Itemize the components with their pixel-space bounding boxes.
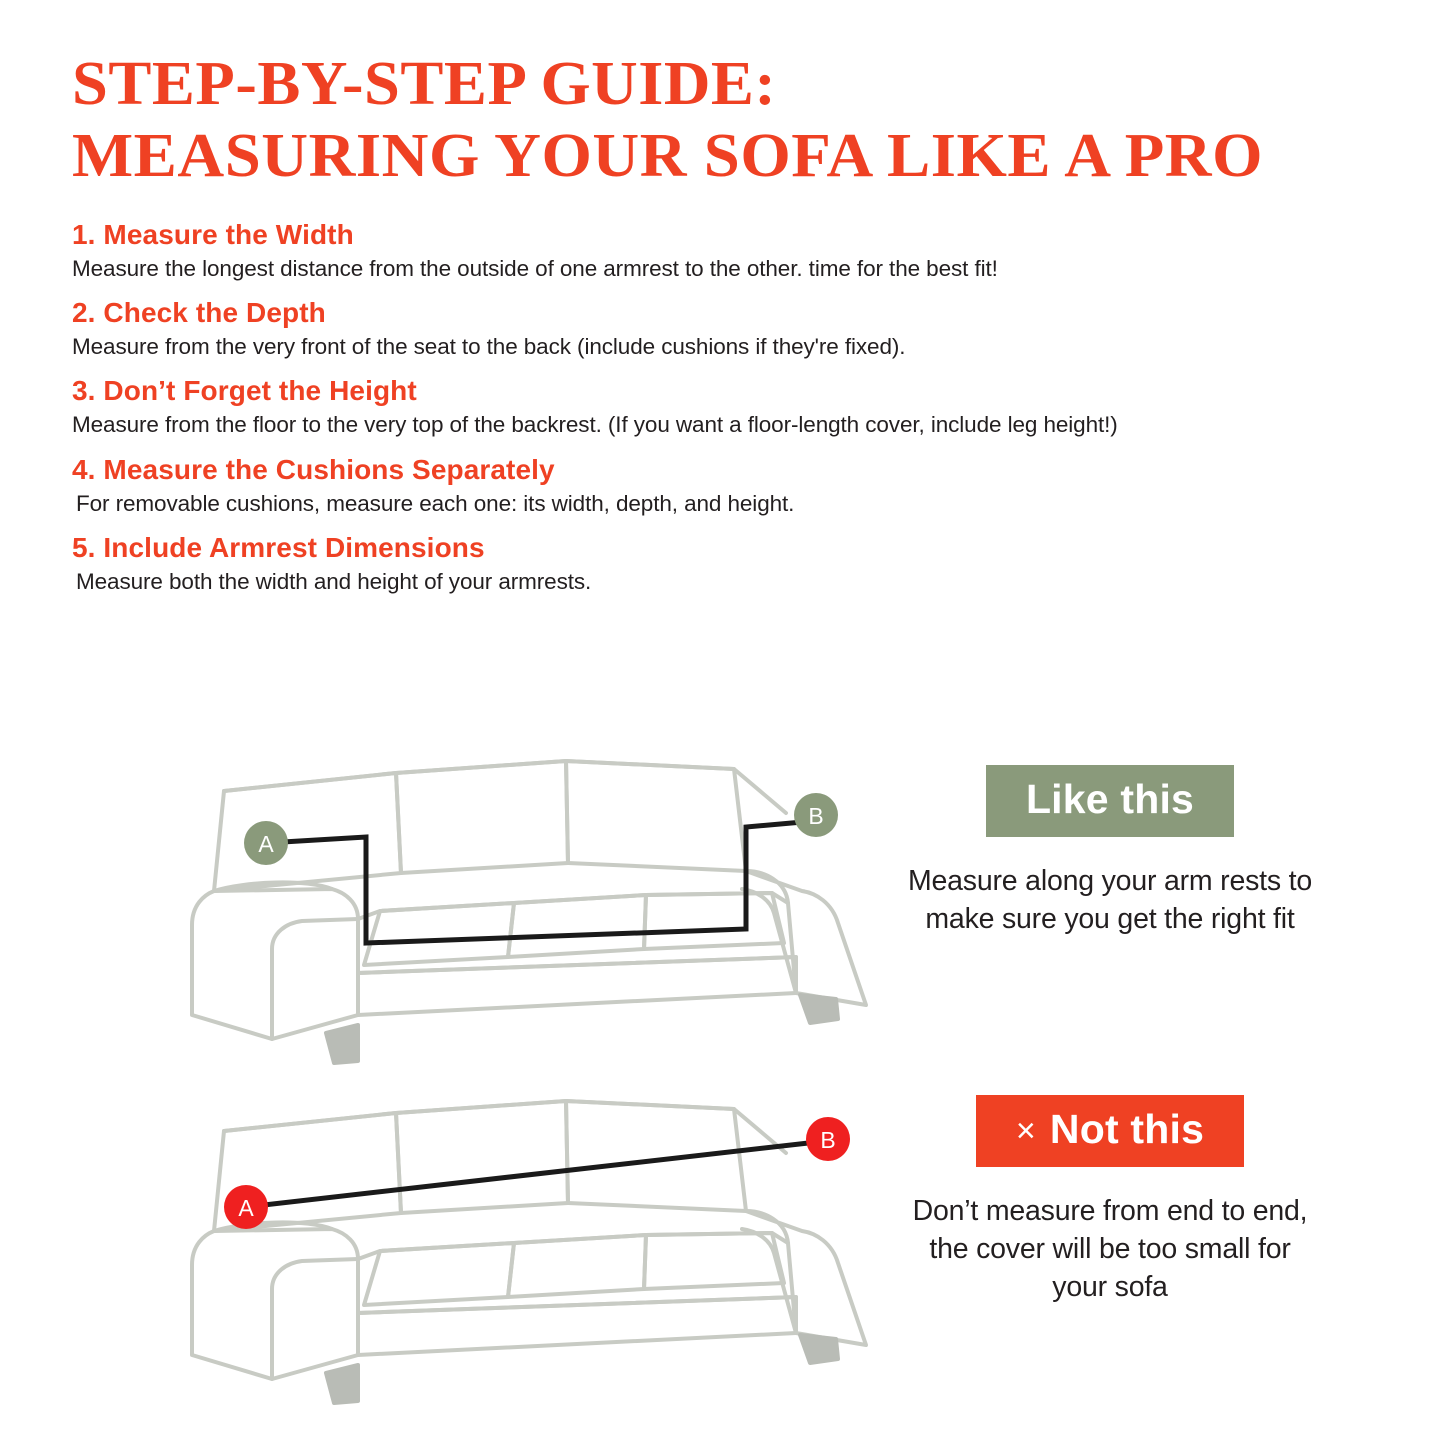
step-2-heading: 2. Check the Depth bbox=[72, 297, 326, 329]
step-item-3 bbox=[72, 375, 1387, 439]
step-3-body: Measure from the floor to the very top of the backrest. (If you want a floor-length cover, include leg height!) bbox=[72, 412, 1118, 438]
sofa-diagram-correct bbox=[96, 743, 886, 1073]
marker-a-incorrect bbox=[224, 1185, 268, 1229]
step-item-4 bbox=[72, 454, 1387, 518]
steps-list bbox=[0, 219, 1445, 596]
badge-not-this bbox=[976, 1095, 1244, 1167]
callout-not-this-text: Don’t measure from end to end, the cover will be too small for your sofa bbox=[912, 1195, 1308, 1303]
step-3-heading: 3. Don’t Forget the Height bbox=[72, 375, 417, 407]
page-title bbox=[0, 0, 1445, 189]
svg-text:A: A bbox=[258, 831, 274, 857]
marker-b-incorrect bbox=[806, 1117, 850, 1161]
sofa-illustration-correct bbox=[96, 743, 886, 1073]
step-5-body: Measure both the width and height of your armrests. bbox=[76, 568, 592, 594]
badge-like-this bbox=[986, 765, 1234, 837]
sofa-illustration-incorrect bbox=[96, 1083, 886, 1413]
step-1-heading: 1. Measure the Width bbox=[72, 218, 354, 250]
step-1-body: Measure the longest distance from the outside of one armrest to the other. time for the best fit! bbox=[72, 255, 998, 281]
step-item-2 bbox=[72, 297, 1387, 361]
svg-text:A: A bbox=[238, 1195, 254, 1221]
svg-text:B: B bbox=[808, 803, 824, 829]
step-4-heading: 4. Measure the Cushions Separately bbox=[72, 453, 555, 485]
badge-like-this-label: Like this bbox=[1025, 776, 1195, 822]
callout-like-this-text: Measure along your arm rests to make sure you get the right fit bbox=[907, 865, 1313, 935]
marker-a-correct bbox=[244, 821, 288, 865]
close-icon: × bbox=[1015, 1111, 1036, 1150]
callout-like-this bbox=[900, 765, 1320, 939]
step-5-heading: 5. Include Armrest Dimensions bbox=[72, 531, 485, 563]
step-2-body: Measure from the very front of the seat to the back (include cushions if they're fixed). bbox=[72, 334, 906, 360]
step-4-body: For removable cushions, measure each one: its width, depth, and height. bbox=[76, 490, 795, 516]
step-item-1 bbox=[72, 219, 1387, 283]
title-line-2: MEASURING YOUR SOFA LIKE A PRO bbox=[72, 122, 1264, 191]
callout-not-this bbox=[900, 1095, 1320, 1307]
marker-b-correct bbox=[794, 793, 838, 837]
measure-path-incorrect bbox=[246, 1141, 826, 1207]
title-line-1: STEP-BY-STEP GUIDE: bbox=[72, 50, 777, 118]
sofa-diagram-incorrect bbox=[96, 1083, 886, 1413]
measure-path-correct bbox=[266, 821, 814, 943]
diagram-section bbox=[0, 725, 1445, 1445]
step-item-5 bbox=[72, 532, 1387, 596]
svg-text:B: B bbox=[820, 1127, 836, 1153]
badge-not-this-label: Not this bbox=[1049, 1106, 1205, 1152]
